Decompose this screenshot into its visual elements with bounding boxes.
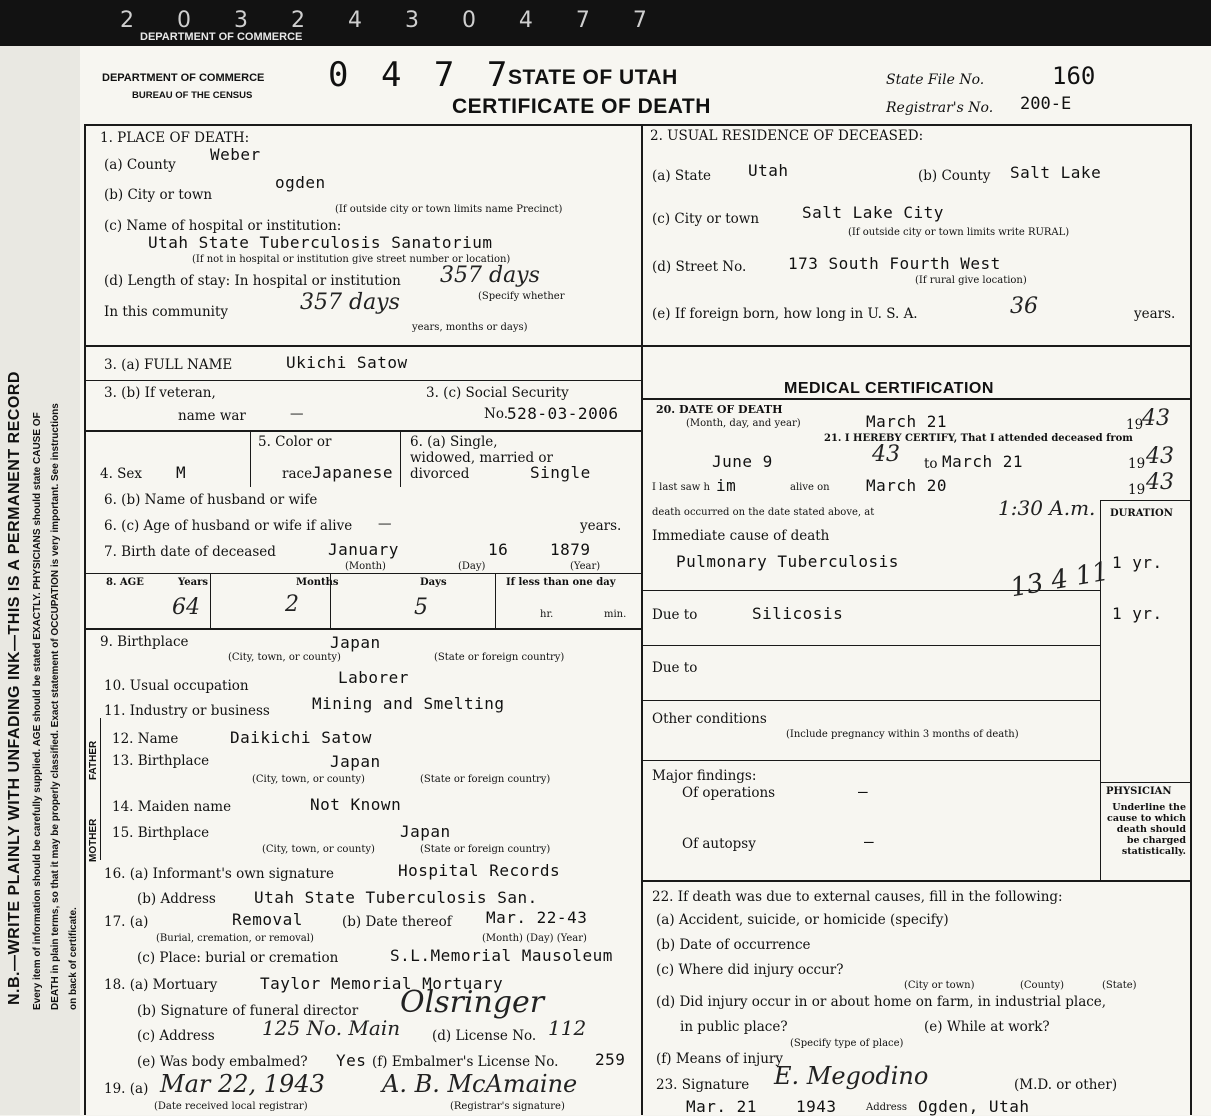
date-of-death-year-prefix: 19 xyxy=(1126,417,1144,433)
rule-parents xyxy=(100,718,101,860)
stay-note: (Specify whether xyxy=(478,291,565,302)
mother-side-label: MOTHER xyxy=(88,818,99,862)
stamp-number: 0 4 7 7 xyxy=(328,55,514,95)
sidebar-instruction-2: DEATH in plain terms, so that it may be properly classified. Exact statement of OCCUPATION is very important. See instructions xyxy=(50,403,61,1010)
rule-veteran xyxy=(84,430,642,432)
birthplace-note-2: (State or foreign country) xyxy=(434,652,565,663)
certificate-title: CERTIFICATE OF DEATH xyxy=(452,95,711,118)
attended-from-date: June 9 xyxy=(712,452,773,471)
due-to-1-value: Silicosis xyxy=(752,604,844,623)
disposition-label: 17. (a) xyxy=(104,914,149,930)
state-title: STATE OF UTAH xyxy=(508,66,678,89)
to-year-prefix: 19 xyxy=(1128,456,1146,472)
other-conditions-label: Other conditions xyxy=(652,711,767,727)
last-saw-year-prefix: 19 xyxy=(1128,482,1146,498)
last-saw-year: 43 xyxy=(1146,470,1174,495)
res-foreign-value: 36 xyxy=(1010,294,1038,319)
signature-date: Mar. 21 xyxy=(686,1097,757,1116)
mother-birthplace-note-1: (City, town, or county) xyxy=(262,844,375,855)
residence-heading: 2. USUAL RESIDENCE OF DECEASED: xyxy=(650,128,924,144)
registrar-signature: A. B. McAmaine xyxy=(382,1070,578,1098)
external-c-note-2: (County) xyxy=(1020,980,1065,991)
rule-birth xyxy=(84,573,642,574)
age-months-label: Months xyxy=(296,577,339,588)
res-years-label: years. xyxy=(1134,306,1176,322)
major-findings-label: Major findings: xyxy=(652,768,757,784)
external-a: (a) Accident, suicide, or homicide (specify) xyxy=(656,912,949,928)
father-birthplace-note-2: (State or foreign country) xyxy=(420,774,551,785)
time-of-death: 1:30 A.m. xyxy=(998,496,1096,520)
veteran-war-value: — xyxy=(290,406,304,422)
autopsy-label: Of autopsy xyxy=(682,836,756,852)
birthplace-value: Japan xyxy=(330,633,381,652)
age-days-value: 5 xyxy=(414,595,428,620)
external-e: (e) While at work? xyxy=(924,1019,1050,1035)
registrar-signature-note: (Registrar's signature) xyxy=(450,1101,565,1112)
age-months-value: 2 xyxy=(285,592,299,617)
stay-community-value: 357 days xyxy=(300,290,400,315)
faded-stamp-number: 2 0 3 2 4 3 0 4 7 7 xyxy=(120,8,665,33)
husband-label: 6. (b) Name of husband or wife xyxy=(104,492,318,508)
age-days-label: Days xyxy=(420,577,447,588)
registrar-no-value: 200-E xyxy=(1020,94,1072,114)
informant-label: 16. (a) Informant's own signature xyxy=(104,866,335,882)
physician-address-value: Ogden, Utah xyxy=(918,1097,1030,1116)
city-note: (If outside city or town limits name Precinct) xyxy=(335,204,563,215)
birth-month-note: (Month) xyxy=(345,561,386,572)
date-of-death-note: (Month, day, and year) xyxy=(686,418,801,429)
informant-address-value: Utah State Tuberculosis San. xyxy=(254,888,538,907)
res-street-note: (If rural give location) xyxy=(915,275,1027,286)
burial-place-label: (c) Place: burial or cremation xyxy=(137,950,339,966)
res-city-value: Salt Lake City xyxy=(802,203,944,222)
color-label: 5. Color or xyxy=(258,434,332,450)
hospital-note: (If not in hospital or institution give street number or location) xyxy=(192,254,511,265)
father-birthplace-note-1: (City, town, or county) xyxy=(252,774,365,785)
sidebar-instruction-3: on back of certificate. xyxy=(68,907,79,1010)
age-years-label: Years xyxy=(178,577,209,588)
frame-middle xyxy=(641,124,643,1115)
due-to-2-label: Due to xyxy=(652,660,698,676)
race-value: Japanese xyxy=(312,463,394,482)
res-street-value: 173 South Fourth West xyxy=(788,254,1001,273)
rule-age-years xyxy=(210,574,211,629)
res-city-label: (c) City or town xyxy=(652,211,760,227)
ss-no-label: No. xyxy=(484,406,508,422)
burial-place-value: S.L.Memorial Mausoleum xyxy=(390,946,613,965)
date-of-death-value: March 21 xyxy=(866,412,948,431)
marital-label: 6. (a) Single, widowed, married or divorced xyxy=(410,434,553,482)
industry-label: 11. Industry or business xyxy=(104,703,270,719)
hospital-label: (c) Name of hospital or institution: xyxy=(104,218,342,234)
birth-day-value: 16 xyxy=(488,540,509,559)
occupation-label: 10. Usual occupation xyxy=(104,678,249,694)
date-of-death-year: 43 xyxy=(1142,406,1170,431)
stay-label: (d) Length of stay: In hospital or institution xyxy=(104,273,401,289)
age-spouse-label: 6. (c) Age of husband or wife if alive xyxy=(104,518,353,534)
last-saw-alive-label: alive on xyxy=(790,482,830,493)
age-label: 8. AGE xyxy=(106,577,144,588)
father-side-label: FATHER xyxy=(88,740,99,780)
immediate-cause-value: Pulmonary Tuberculosis xyxy=(676,552,899,571)
attended-to-year: 43 xyxy=(1146,444,1174,469)
rule-medical xyxy=(642,398,1192,400)
state-file-label: State File No. xyxy=(886,72,985,88)
res-city-note: (If outside city or town limits write RURAL) xyxy=(848,227,1070,238)
res-county-label: (b) County xyxy=(918,168,991,184)
mortuary-label: 18. (a) Mortuary xyxy=(104,977,218,993)
embalmer-license-label: (f) Embalmer's License No. xyxy=(372,1054,559,1070)
mother-birthplace-label: 15. Birthplace xyxy=(112,825,210,841)
birthplace-note-1: (City, town, or county) xyxy=(228,652,341,663)
received-date-value: Mar 22, 1943 xyxy=(160,1070,325,1098)
birthplace-label: 9. Birthplace xyxy=(100,634,189,650)
received-label: 19. (a) xyxy=(104,1081,149,1097)
father-name-value: Daikichi Satow xyxy=(230,728,372,747)
hr-label: hr. xyxy=(540,609,554,620)
frame-left xyxy=(84,124,86,1115)
father-birthplace-value: Japan xyxy=(330,752,381,771)
min-label: min. xyxy=(604,609,627,620)
disposition-date-label: (b) Date thereof xyxy=(342,914,452,930)
age-years-value: 64 xyxy=(172,595,200,620)
rule-cause-2 xyxy=(642,645,1100,646)
coding-marks: 13 4 11 xyxy=(1008,556,1112,604)
embalmed-value: Yes xyxy=(336,1051,367,1070)
physician-signature: E. Megodino xyxy=(774,1062,929,1090)
physician-address-label: Address xyxy=(866,1102,907,1113)
signature-year: 1943 xyxy=(796,1097,837,1116)
community-label: In this community xyxy=(104,304,229,320)
last-saw-label: I last saw h xyxy=(652,482,710,493)
sidebar-main-notice: N.B.—WRITE PLAINLY WITH UNFADING INK—THIS IS A PERMANENT RECORD xyxy=(6,371,23,1005)
bureau-label: BUREAU OF THE CENSUS xyxy=(132,90,253,101)
birth-month-value: January xyxy=(328,540,399,559)
immediate-duration: 1 yr. xyxy=(1112,553,1163,572)
duration-label: DURATION xyxy=(1110,508,1173,519)
external-d2: in public place? xyxy=(680,1019,788,1035)
race-label: race xyxy=(282,466,313,482)
rule-cause-4 xyxy=(642,760,1100,761)
last-saw-date: March 20 xyxy=(866,476,948,495)
external-d: (d) Did injury occur in or about home on farm, in industrial place, xyxy=(656,994,1107,1010)
state-file-value: 160 xyxy=(1052,62,1096,90)
ss-value: 528-03-2006 xyxy=(507,404,619,423)
age-spouse-unit: years. xyxy=(580,518,622,534)
last-saw-pronoun: im xyxy=(716,476,737,495)
physician-box-text: Underline the cause to which death should be charged statistically. xyxy=(1107,802,1186,857)
rule-race xyxy=(400,432,401,487)
scan-top-band xyxy=(0,0,1211,46)
county-value: Weber xyxy=(210,145,261,164)
mother-birthplace-value: Japan xyxy=(400,822,451,841)
disposition-date-value: Mar. 22-43 xyxy=(486,908,588,927)
res-street-label: (d) Street No. xyxy=(652,259,747,275)
operations-label: Of operations xyxy=(682,785,776,801)
external-f: (f) Means of injury xyxy=(656,1051,783,1067)
place-of-death-heading: 1. PLACE OF DEATH: xyxy=(100,130,250,146)
birth-day-note: (Day) xyxy=(458,561,486,572)
mother-name-label: 14. Maiden name xyxy=(112,799,232,815)
marital-value: Single xyxy=(530,463,591,482)
mortuary-address-value: 125 No. Main xyxy=(262,1016,401,1040)
rule-section-1 xyxy=(84,345,1192,347)
physician-suffix: (M.D. or other) xyxy=(1014,1077,1118,1093)
rule-age xyxy=(84,628,642,630)
faded-department: DEPARTMENT OF COMMERCE xyxy=(140,31,303,43)
father-birthplace-label: 13. Birthplace xyxy=(112,753,210,769)
frame-top xyxy=(84,124,1192,126)
birth-date-label: 7. Birth date of deceased xyxy=(104,544,276,560)
disposition-date-note: (Month) (Day) (Year) xyxy=(482,933,587,944)
full-name-label: 3. (a) FULL NAME xyxy=(104,357,233,373)
external-b: (b) Date of occurrence xyxy=(656,937,811,953)
other-conditions-note: (Include pregnancy within 3 months of death) xyxy=(786,729,1019,740)
external-d2-note: (Specify type of place) xyxy=(790,1038,904,1049)
mortuary-value: Taylor Memorial Mortuary xyxy=(260,974,504,993)
father-name-label: 12. Name xyxy=(112,731,179,747)
license-label: (d) License No. xyxy=(432,1028,537,1044)
rule-age-days xyxy=(495,574,496,629)
mortuary-address-label: (c) Address xyxy=(137,1028,215,1044)
res-foreign-label: (e) If foreign born, how long in U. S. A. xyxy=(652,306,918,322)
city-label: (b) City or town xyxy=(104,187,213,203)
ss-label: 3. (c) Social Security xyxy=(426,385,569,401)
birth-year-value: 1879 xyxy=(550,540,591,559)
operations-value: — xyxy=(858,782,869,801)
mother-birthplace-note-2: (State or foreign country) xyxy=(420,844,551,855)
community-note: years, months or days) xyxy=(412,322,528,333)
department-label: DEPARTMENT OF COMMERCE xyxy=(102,72,265,84)
full-name-value: Ukichi Satow xyxy=(286,353,408,372)
sex-value: M xyxy=(176,463,187,482)
county-label: (a) County xyxy=(104,157,176,173)
industry-value: Mining and Smelting xyxy=(312,694,505,713)
external-c-note-1: (City or town) xyxy=(904,980,975,991)
rule-cause-3 xyxy=(642,700,1100,701)
rule-name xyxy=(84,380,642,381)
attended-from-year: 43 xyxy=(872,442,900,467)
rule-physician-box xyxy=(1100,782,1192,783)
age-spouse-value: — xyxy=(378,516,392,532)
funeral-director-label: (b) Signature of funeral director xyxy=(137,1003,359,1019)
occurred-label: death occurred on the date stated above, at xyxy=(652,507,875,518)
city-value: ogden xyxy=(275,173,326,192)
physician-signature-label: 23. Signature xyxy=(656,1077,750,1093)
mother-name-value: Not Known xyxy=(310,795,402,814)
informant-value: Hospital Records xyxy=(398,861,561,880)
received-date-note: (Date received local registrar) xyxy=(154,1101,308,1112)
hospital-value: Utah State Tuberculosis Sanatorium xyxy=(148,233,493,252)
external-c-note-3: (State) xyxy=(1102,980,1137,991)
disposition-note: (Burial, cremation, or removal) xyxy=(156,933,314,944)
res-state-value: Utah xyxy=(748,161,789,180)
res-state-label: (a) State xyxy=(652,168,712,184)
certify-label: 21. I HEREBY CERTIFY, That I attended deceased from xyxy=(824,433,1133,444)
attended-to-date: March 21 xyxy=(942,452,1024,471)
stay-hospital-value: 357 days xyxy=(440,263,540,288)
registrar-no-label: Registrar's No. xyxy=(886,100,994,116)
res-county-value: Salt Lake xyxy=(1010,163,1102,182)
license-value: 112 xyxy=(548,1016,587,1040)
occupation-value: Laborer xyxy=(338,668,409,687)
physician-box-title: PHYSICIAN xyxy=(1106,786,1172,797)
external-c: (c) Where did injury occur? xyxy=(656,962,844,978)
rule-duration-top xyxy=(1100,500,1192,501)
to-label: to xyxy=(924,456,938,472)
less-than-day-label: If less than one day xyxy=(506,577,616,588)
veteran-war-label: name war xyxy=(178,408,246,424)
external-heading: 22. If death was due to external causes, fill in the following: xyxy=(652,889,1063,905)
date-of-death-label: 20. DATE OF DEATH xyxy=(656,403,783,416)
birth-year-note: (Year) xyxy=(570,561,601,572)
sex-label: 4. Sex xyxy=(100,466,143,482)
frame-right xyxy=(1190,124,1192,1115)
embalmer-license-value: 259 xyxy=(595,1050,626,1069)
embalmed-label: (e) Was body embalmed? xyxy=(137,1054,308,1070)
informant-address-label: (b) Address xyxy=(137,891,216,907)
due-to-1-duration: 1 yr. xyxy=(1112,604,1163,623)
veteran-label: 3. (b) If veteran, xyxy=(104,385,216,401)
due-to-1-label: Due to xyxy=(652,607,698,623)
sidebar-instruction-1: Every item of information should be carefully supplied. AGE should be stated EXACTLY. PHYSICIANS should state CAUSE OF xyxy=(32,412,43,1010)
immediate-cause-label: Immediate cause of death xyxy=(652,528,830,544)
funeral-director-signature: Olsringer xyxy=(400,985,545,1020)
rule-sex xyxy=(250,432,251,487)
rule-external xyxy=(642,880,1192,882)
medical-heading: MEDICAL CERTIFICATION xyxy=(784,380,994,397)
disposition-value: Removal xyxy=(232,910,303,929)
autopsy-value: — xyxy=(864,832,875,851)
